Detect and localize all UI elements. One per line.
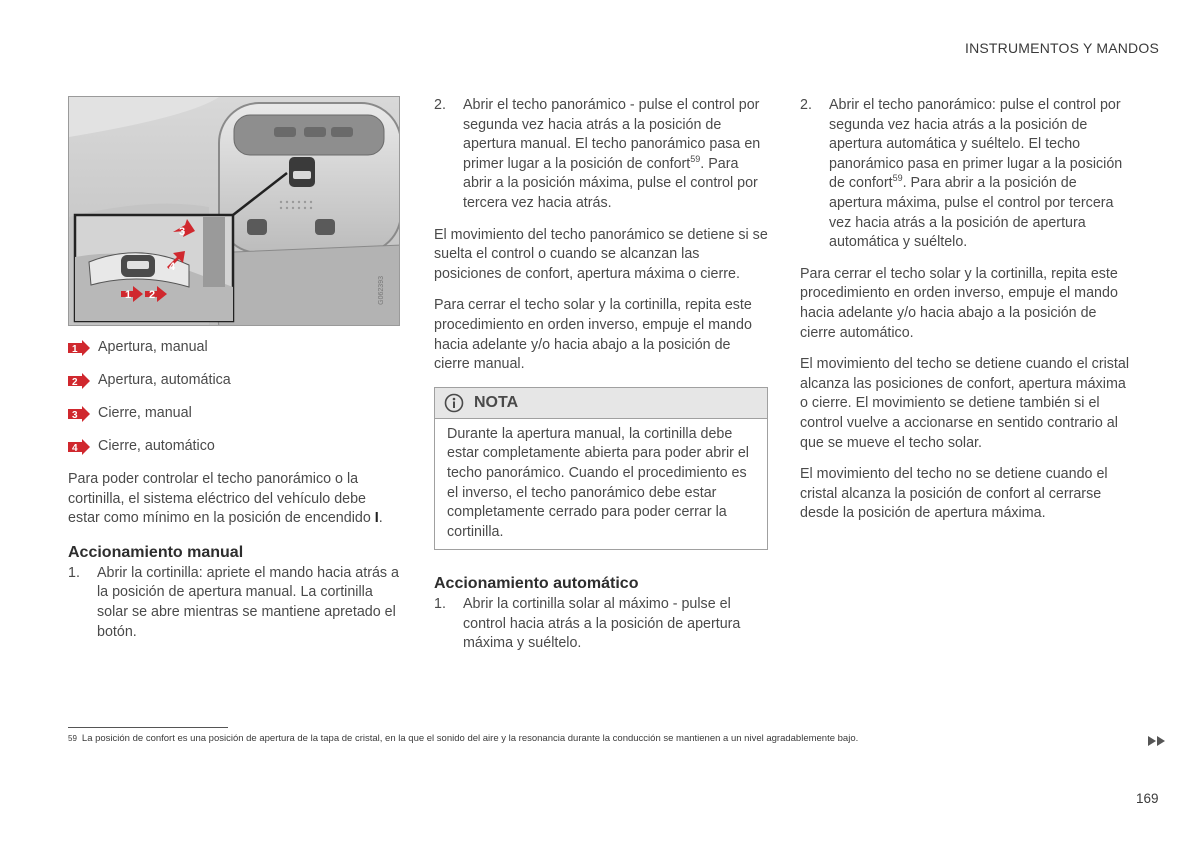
paragraph: Para cerrar el techo solar y la cortinilla, repita este procedimiento en orden inverso, empuje el mando hacia adelante y/o hacia abajo a la posición de cierre automático. — [800, 265, 1118, 341]
footnote-ref: 59 — [690, 154, 701, 165]
callout-label: Apertura, manual — [98, 339, 208, 355]
auto-step-1: 1. Abrir la cortinilla solar al máximo - pulse el control hacia atrás a la posición de apertura máxima y suéltelo. — [434, 596, 741, 652]
footnote — [68, 733, 858, 745]
footnote-number: 59 — [68, 734, 77, 743]
figure-label-2: 2 — [149, 289, 156, 301]
svg-text:3: 3 — [72, 409, 78, 421]
callout-item — [68, 338, 400, 357]
next-page-icon[interactable] — [1148, 736, 1166, 746]
roof-control-figure — [68, 96, 400, 326]
callout-badge-2-icon — [68, 373, 90, 389]
paragraph: El movimiento del techo panorámico se detiene si se suelta el control o cuando se alcanzan las posiciones de confort, apertura máxima o cierre. — [434, 226, 768, 282]
callout-item — [68, 371, 400, 390]
svg-text:1: 1 — [72, 343, 78, 355]
callout-item — [68, 404, 400, 423]
callout-label: Cierre, automático — [98, 438, 215, 454]
section-header: INSTRUMENTOS Y MANDOS — [964, 40, 1159, 56]
figure-label-3: 3 — [179, 226, 186, 238]
heading-manual: Accionamiento manual — [68, 543, 244, 561]
note-box — [434, 387, 768, 551]
footnote-ref: 59 — [892, 173, 903, 184]
paragraph: El movimiento del techo no se detiene cuando el cristal alcanza la posición de confort al cerrarse desde la posición de apertura máxima. — [800, 466, 1108, 522]
callout-badge-3-icon — [68, 406, 90, 422]
heading-automatic: Accionamiento automático — [434, 575, 639, 593]
footnote-divider — [68, 727, 228, 728]
manual-step-2: 2. Abrir el techo panorámico - pulse el control por segunda vez hacia atrás a la posición de apertura manual. El techo panorámico pasa en primer lugar a la posición de confort$^{59}$. Para abrir a la posición máxima, pulse el control por tercera vez hacia atrás. — [434, 97, 761, 211]
note-header — [435, 388, 767, 419]
auto-step-2: 2. Abrir el techo panorámico: pulse el control por segunda vez hacia atrás a la posición de apertura automática y suéltelo. El techo panorámico pasa en primer lugar a la posición de confort$^{59}$. Para abrir a la posición de apertura máxima, pulse el control por tercera vez hacia atrás a la posición de apertura automática y suéltelo. — [800, 97, 1123, 251]
paragraph: El movimiento del techo se detiene cuando el cristal alcanza las posiciones de confort, apertura máxima o cierre. El movimiento se detiene también si el control vuelve a accionarse en sentido contrario al que se mueve el techo solar. — [800, 356, 1130, 451]
note-text: Durante la apertura manual, la cortinilla debe estar completamente abierta para poder abrir el techo panorámico. Cuando el procedimiento es el inverso, el techo panorámico debe estar completamente cerrado para poder cerrar la cortinilla. — [447, 425, 749, 540]
callout-item — [68, 437, 400, 456]
roof-control-illustration — [69, 97, 400, 326]
svg-text:2: 2 — [72, 376, 78, 388]
manual-step-1: 1. Abrir la cortinilla: apriete el mando hacia atrás a la posición de apertura manual. La cortinilla solar se abre mientras se mantiene apretado el botón. — [68, 564, 399, 640]
page-number: 169 — [1136, 791, 1159, 806]
callout-badge-1-icon — [68, 340, 90, 356]
note-title: NOTA — [474, 393, 519, 411]
figure-label-4: 4 — [169, 261, 176, 273]
callout-badge-4-icon — [68, 439, 90, 455]
intro-paragraph: Para poder controlar el techo panorámico o la cortinilla, el sistema eléctrico del vehículo debe estar como mínimo en la posición de encendido I. — [68, 471, 383, 527]
column-left — [68, 96, 400, 654]
svg-text:4: 4 — [72, 442, 78, 454]
column-middle — [434, 96, 768, 666]
column-right — [800, 96, 1130, 536]
callout-label: Apertura, automática — [98, 372, 231, 388]
info-icon — [444, 393, 464, 413]
figure-label-1: 1 — [125, 289, 132, 301]
paragraph: Para cerrar el techo solar y la cortinilla, repita este procedimiento en orden inverso, empuje el mando hacia adelante y/o hacia abajo a la posición de cierre manual. — [434, 297, 752, 373]
figure-code: G062393 — [378, 276, 386, 305]
callout-label: Cierre, manual — [98, 405, 192, 421]
footnote-text: La posición de confort es una posición de apertura de la tapa de cristal, en la que el sonido del aire y la resonancia durante la conducción se mantienen a un nivel agradablemente bajo. — [81, 733, 859, 744]
